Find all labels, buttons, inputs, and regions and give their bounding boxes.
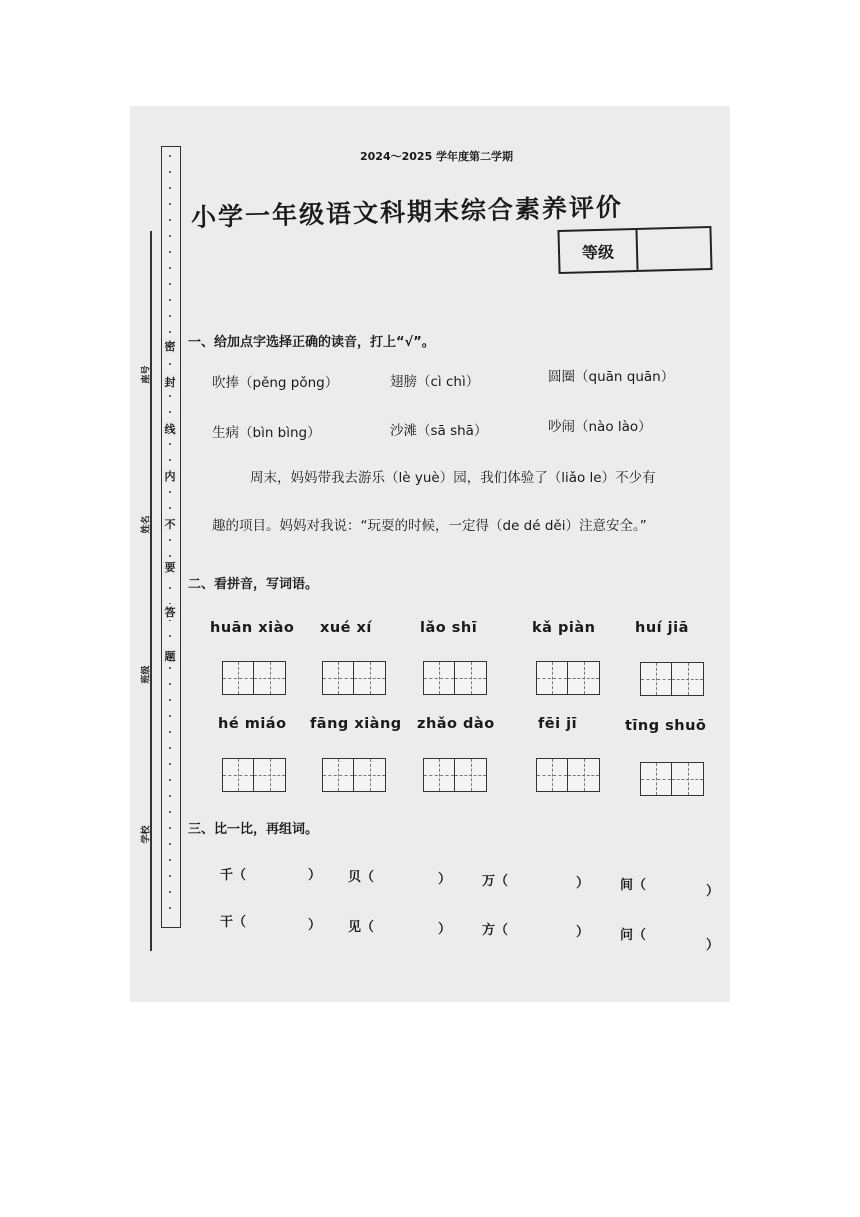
word-blank[interactable]: 问（ bbox=[620, 928, 647, 943]
pinyin-choice[interactable]: 翅膀（cì chì） bbox=[390, 374, 480, 390]
word-blank[interactable]: 千（ bbox=[220, 868, 247, 883]
pinyin-prompt: hé miáo bbox=[218, 716, 287, 732]
binding-dot bbox=[169, 363, 171, 365]
writing-grid[interactable] bbox=[423, 758, 487, 792]
word-blank-close: ） bbox=[576, 925, 590, 940]
grade-label: 等级 bbox=[560, 230, 639, 272]
binding-dot bbox=[169, 315, 171, 317]
writing-grid[interactable] bbox=[322, 758, 386, 792]
binding-dot bbox=[169, 715, 171, 717]
writing-grid[interactable] bbox=[536, 661, 600, 695]
pinyin-choice[interactable]: 圆圈（quān quān） bbox=[548, 369, 675, 385]
binding-dot bbox=[169, 843, 171, 845]
binding-dot bbox=[169, 747, 171, 749]
binding-dot bbox=[169, 875, 171, 877]
binding-dot bbox=[169, 491, 171, 493]
section1-heading: 一、给加点字选择正确的读音，打上“√”。 bbox=[188, 335, 435, 350]
word-blank[interactable]: 见（ bbox=[348, 920, 375, 935]
pinyin-prompt: xué xí bbox=[320, 620, 372, 636]
page-title: 小学一年级语文科期末综合素养评价 bbox=[190, 192, 624, 232]
binding-dot bbox=[169, 267, 171, 269]
section2-heading: 二、看拼音，写词语。 bbox=[188, 577, 319, 592]
binding-dot bbox=[169, 763, 171, 765]
passage-line: 趣的项目。妈妈对我说：“玩耍的时候，一定得（de dé děi）注意安全。” bbox=[212, 518, 647, 534]
pinyin-choice[interactable]: 生病（bìn bìng） bbox=[212, 425, 321, 441]
binding-dot bbox=[169, 443, 171, 445]
pinyin-choice[interactable]: 吵闹（nào lào） bbox=[548, 419, 652, 435]
passage-line: 周末，妈妈带我去游乐（lè yuè）园，我们体验了（liǎo le）不少有 bbox=[250, 470, 656, 486]
word-blank[interactable]: 干（ bbox=[220, 915, 247, 930]
word-blank-close: ） bbox=[438, 922, 452, 937]
binding-dot bbox=[169, 667, 171, 669]
binding-dot bbox=[169, 187, 171, 189]
binding-dot bbox=[169, 683, 171, 685]
word-blank[interactable]: 万（ bbox=[482, 874, 509, 889]
section3-heading: 三、比一比，再组词。 bbox=[188, 822, 319, 837]
binding-dot bbox=[169, 795, 171, 797]
binding-dot bbox=[169, 555, 171, 557]
grade-box bbox=[557, 226, 712, 274]
grade-field[interactable] bbox=[637, 228, 710, 270]
writing-grid[interactable] bbox=[423, 661, 487, 695]
binding-dot bbox=[169, 219, 171, 221]
binding-dot bbox=[169, 203, 171, 205]
word-blank-close: ） bbox=[576, 876, 590, 891]
writing-grid[interactable] bbox=[222, 758, 286, 792]
pinyin-prompt: fāng xiàng bbox=[310, 716, 402, 732]
pinyin-choice[interactable]: 吹捧（pěng pǒng） bbox=[212, 375, 339, 391]
binding-dot bbox=[169, 507, 171, 509]
binding-dot bbox=[169, 811, 171, 813]
binding-char: 题 bbox=[162, 648, 178, 664]
binding-dot bbox=[169, 411, 171, 413]
pinyin-prompt: huān xiào bbox=[210, 620, 295, 636]
seat-number-label: 座号 bbox=[141, 365, 152, 384]
word-blank[interactable]: 方（ bbox=[482, 923, 509, 938]
binding-dot bbox=[169, 907, 171, 909]
term-label: 2024～2025 学年度第二学期 bbox=[360, 150, 514, 163]
binding-dot bbox=[169, 459, 171, 461]
binding-dot bbox=[169, 779, 171, 781]
pinyin-prompt: fēi jī bbox=[538, 716, 578, 732]
binding-strip bbox=[161, 146, 181, 928]
binding-char: 封 bbox=[162, 374, 178, 390]
writing-grid[interactable] bbox=[640, 662, 704, 696]
writing-grid[interactable] bbox=[536, 758, 600, 792]
binding-dot bbox=[169, 171, 171, 173]
binding-dot bbox=[169, 299, 171, 301]
binding-dot bbox=[169, 155, 171, 157]
name-label: 姓名 bbox=[141, 515, 152, 534]
binding-dot bbox=[169, 731, 171, 733]
word-blank-close: ） bbox=[706, 884, 720, 899]
word-blank-close: ） bbox=[308, 868, 322, 883]
binding-dot bbox=[169, 235, 171, 237]
pinyin-choice[interactable]: 沙滩（sā shā） bbox=[390, 423, 488, 439]
word-blank-close: ） bbox=[706, 938, 720, 953]
binding-dot bbox=[169, 395, 171, 397]
word-blank[interactable]: 贝（ bbox=[348, 870, 375, 885]
binding-dot bbox=[169, 827, 171, 829]
exam-paper bbox=[130, 106, 730, 1002]
word-blank-close: ） bbox=[308, 918, 322, 933]
binding-dot bbox=[169, 283, 171, 285]
binding-dot bbox=[169, 587, 171, 589]
binding-dot bbox=[169, 251, 171, 253]
binding-dot bbox=[169, 891, 171, 893]
pinyin-prompt: zhǎo dào bbox=[417, 716, 495, 732]
pinyin-prompt: tīng shuō bbox=[625, 718, 707, 734]
pinyin-prompt: lǎo shī bbox=[420, 620, 478, 636]
binding-dot bbox=[169, 699, 171, 701]
pinyin-prompt: kǎ piàn bbox=[532, 620, 596, 636]
writing-grid[interactable] bbox=[640, 762, 704, 796]
pinyin-prompt: huí jiā bbox=[635, 620, 689, 636]
word-blank-close: ） bbox=[438, 872, 452, 887]
binding-char: 答 bbox=[162, 604, 178, 620]
binding-dot bbox=[169, 331, 171, 333]
word-blank[interactable]: 间（ bbox=[620, 878, 647, 893]
binding-dot bbox=[169, 539, 171, 541]
binding-dot bbox=[169, 859, 171, 861]
binding-char: 线 bbox=[162, 421, 178, 437]
binding-char: 密 bbox=[162, 338, 178, 354]
binding-char: 内 bbox=[162, 468, 178, 484]
class-label: 班级 bbox=[141, 665, 152, 684]
binding-dot bbox=[169, 635, 171, 637]
writing-grid[interactable] bbox=[322, 661, 386, 695]
binding-char: 不 bbox=[162, 516, 178, 532]
binding-char: 要 bbox=[162, 559, 178, 575]
school-label: 学校 bbox=[141, 825, 152, 844]
writing-grid[interactable] bbox=[222, 661, 286, 695]
